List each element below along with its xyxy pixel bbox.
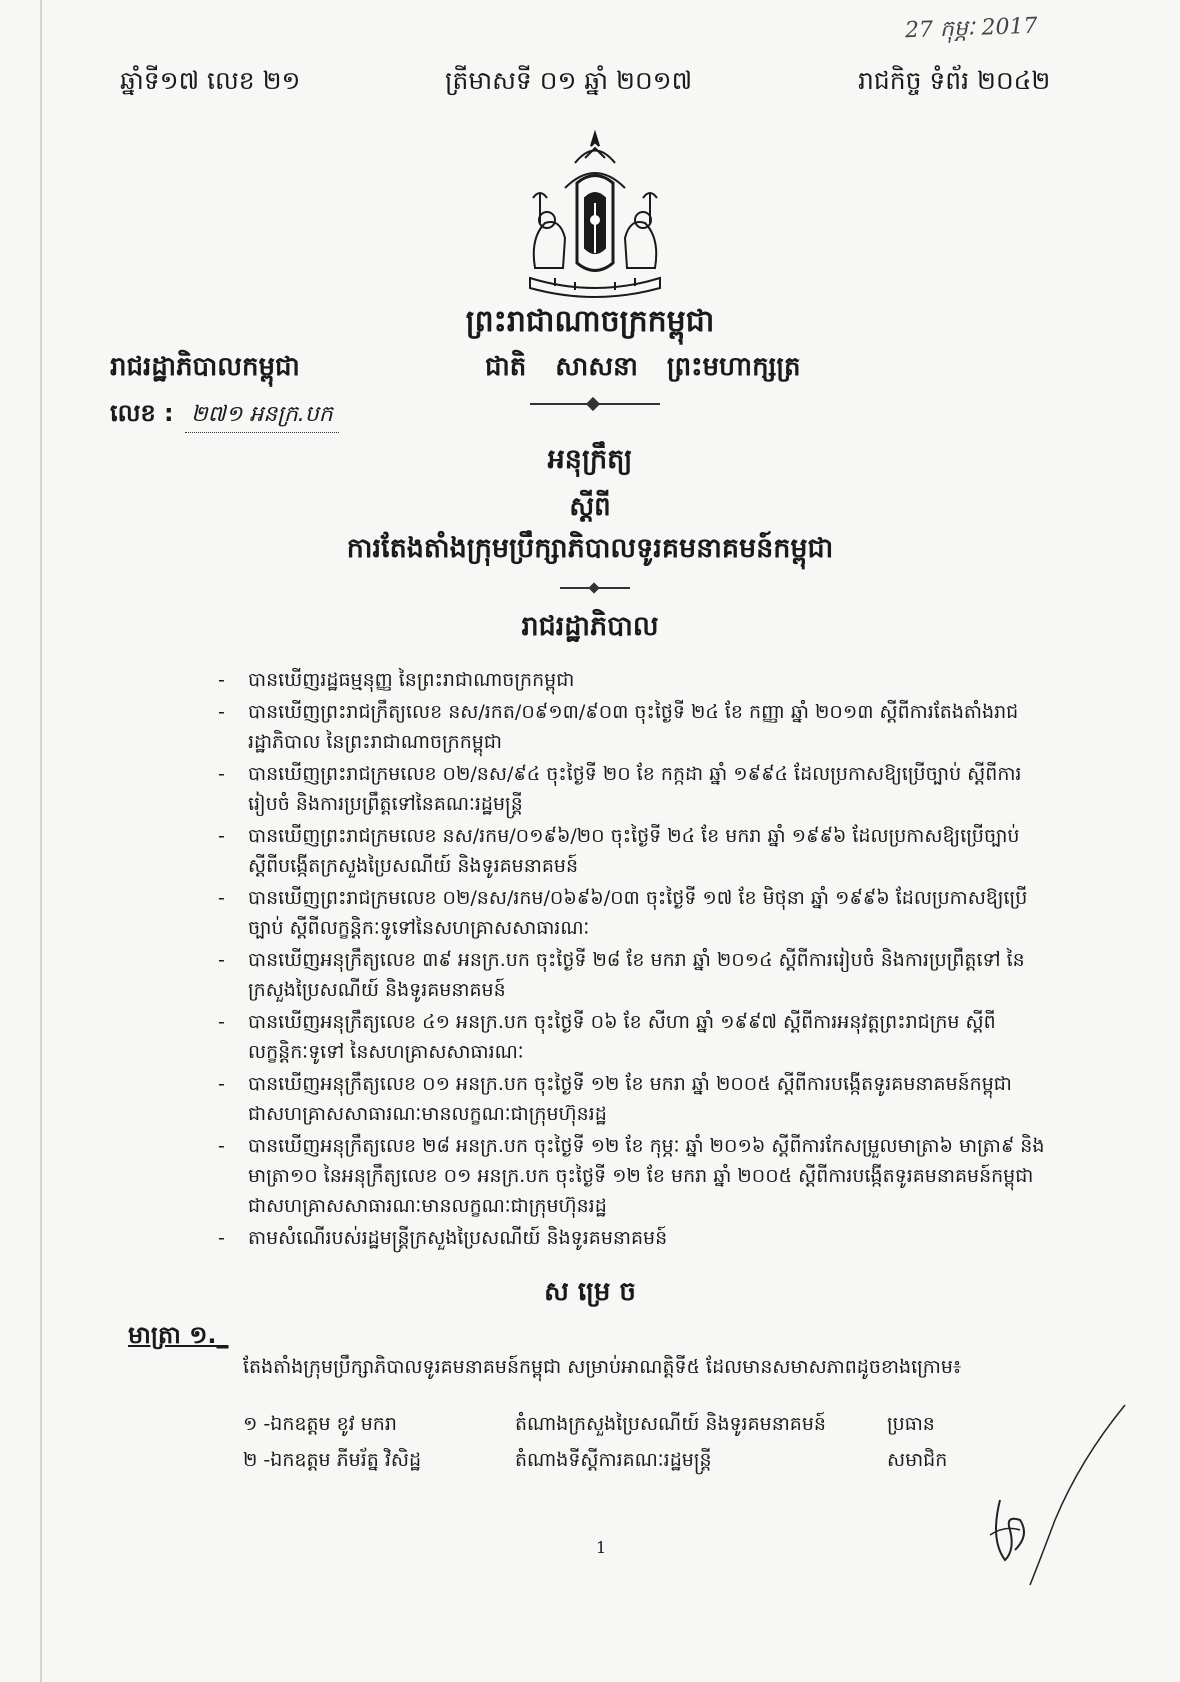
issuing-authority: រាជរដ្ឋាភិបាល <box>521 611 659 642</box>
member-role: សមាជិក <box>887 1449 948 1471</box>
article-text: តែងតាំងក្រុមប្រឹក្សាភិបាលទូរគមនាគមន៍កម្ពុជា សម្រាប់អាណត្តិទី៥ ដែលមានសមាសភាពដូចខាងក្រោម៖ <box>243 1356 962 1378</box>
list-item: - បានឃើញអនុក្រឹត្យលេខ ៣៩ អនក្រ.បក ចុះថ្ងៃទី ២៨ ខែ មករា ឆ្នាំ ២០១៤ ស្តីពីការរៀបចំ និងការប្រព្រឹត្តទៅ នៃក្រសួងប្រៃសណីយ៍ និងទូរគមនាគមន៍ <box>218 945 1048 1005</box>
list-item: - បានឃើញព្រះរាជក្រឹត្យលេខ នស/រកត/០៩១៣/៩០៣ ចុះថ្ងៃទី ២៤ ខែ កញ្ញា ឆ្នាំ ២០១៣ ស្តីពីការតែងតាំងរាជរដ្ឋាភិបាល នៃព្រះរាជាណាចក្រកម្ពុជា <box>218 697 1048 757</box>
list-item: - បានឃើញព្រះរាជក្រមលេខ ០២/នស/រកម/០៦៩៦/០៣ ចុះថ្ងៃទី ១៧ ខែ មិថុនា ឆ្នាំ ១៩៩៦ ដែលប្រកាសឱ្យប្រើច្បាប់ ស្តីពីលក្ខន្តិកៈទូទៅនៃសហគ្រាសសាធារណៈ <box>218 883 1048 943</box>
gazette-quarter: ត្រីមាសទី ០១ ឆ្នាំ ២០១៧ <box>445 66 693 95</box>
member-name: ២ -ឯកឧត្តម ភីមរ័ត្ន វិសិដ្ឋ <box>243 1449 422 1471</box>
list-item: - បានឃើញអនុក្រឹត្យលេខ ២៨ អនក្រ.បក ចុះថ្ងៃទី ១២ ខែ កុម្ភៈ ឆ្នាំ ២០១៦ ស្តីពីការកែសម្រួលមាត្រា៦ មាត្រា៩ និងមាត្រា១០ នៃអនុក្រឹត្យលេខ ០១ អនក្រ.បក ចុះថ្ងៃទី ១២ ខែ មករា ឆ្នាំ ២០០៥ ស្តីពីការបង្កើតទូរគមនាគមន៍កម្ពុជាជាសហគ្រាសសាធារណៈមានលក្ខណៈជាក្រុមហ៊ុនរដ្ឋ <box>218 1131 1048 1221</box>
decree-number-label: លេខ : <box>110 399 174 427</box>
royal-emblem-icon <box>515 128 675 303</box>
ornamental-divider <box>530 403 660 405</box>
member-name: ១ -ឯកឧត្តម ខូវ មករា <box>243 1413 397 1435</box>
document-subject: ការតែងតាំងក្រុមប្រឹក្សាភិបាលទូរគមនាគមន៍កម្ពុជា <box>346 533 834 564</box>
article-title: មាត្រា ១._ <box>128 1321 229 1349</box>
list-item: - តាមសំណើរបស់រដ្ឋមន្ត្រីក្រសួងប្រៃសណីយ៍ និងទូរគមនាគមន៍ <box>218 1223 1048 1253</box>
list-item: - បានឃើញព្រះរាជក្រមលេខ ០២/នស/៩៤ ចុះថ្ងៃទី ២០ ខែ កក្កដា ឆ្នាំ ១៩៩៤ ដែលប្រកាសឱ្យប្រើច្បាប់ ស្តីពីការរៀបចំ និងការប្រព្រឹត្តទៅនៃគណៈរដ្ឋមន្ត្រី <box>218 759 1048 819</box>
legal-basis-list <box>218 665 1048 1255</box>
decree-number-value: ២៧១ អនក្រ.បក <box>185 400 339 433</box>
page-number: 1 <box>596 1538 607 1557</box>
decision-heading: ស ម្រេ ច <box>544 1277 636 1307</box>
gazette-page: រាជកិច្ច ទំព័រ ២០៤២ <box>858 66 1051 95</box>
national-motto: ជាតិ សាសនា ព្រះមហាក្សត្រ <box>485 352 801 382</box>
list-item: - បានឃើញអនុក្រឹត្យលេខ ០១ អនក្រ.បក ចុះថ្ងៃទី ១២ ខែ មករា ឆ្នាំ ២០០៥ ស្តីពីការបង្កើតទូរគមនាគមន៍កម្ពុជាជាសហគ្រាសសាធារណៈមានលក្ខណៈជាក្រុមហ៊ុនរដ្ឋ <box>218 1069 1048 1129</box>
list-item: - បានឃើញអនុក្រឹត្យលេខ ៤១ អនក្រ.បក ចុះថ្ងៃទី ០៦ ខែ សីហា ឆ្នាំ ១៩៩៧ ស្តីពីការអនុវត្តព្រះរាជក្រម ស្តីពីលក្ខន្តិកៈទូទៅ នៃសហគ្រាសសាធារណៈ <box>218 1007 1048 1067</box>
ornamental-divider-small <box>560 587 630 589</box>
government-name: រាជរដ្ឋាភិបាលកម្ពុជា <box>110 352 300 382</box>
list-item: - បានឃើញរដ្ឋធម្មនុញ្ញ នៃព្រះរាជាណាចក្រកម្ពុជា <box>218 665 1048 695</box>
handwritten-date: 27 កុម្ភៈ 2017 <box>904 13 1038 44</box>
signature-mark <box>960 1400 1130 1600</box>
member-representing: តំណាងក្រសួងប្រៃសណីយ៍ និងទូរគមនាគមន៍ <box>515 1413 826 1435</box>
member-representing: តំណាងទីស្តីការគណៈរដ្ឋមន្ត្រី <box>515 1449 712 1471</box>
kingdom-title: ព្រះរាជាណាចក្រកម្ពុជា <box>465 304 715 339</box>
document-on-label: ស្តីពី <box>569 492 611 522</box>
list-item: - បានឃើញព្រះរាជក្រមលេខ នស/រកម/០១៩៦/២០ ចុះថ្ងៃទី ២៤ ខែ មករា ឆ្នាំ ១៩៩៦ ដែលប្រកាសឱ្យប្រើច្បាប់ ស្តីពីបង្កើតក្រសួងប្រៃសណីយ៍ និងទូរគមនាគមន៍ <box>218 821 1048 881</box>
gazette-year-number: ឆ្នាំទី១៧ លេខ ២១ <box>120 66 301 95</box>
member-role: ប្រធាន <box>887 1413 935 1435</box>
document-type-title: អនុក្រឹត្យ <box>547 444 633 475</box>
scan-edge <box>40 0 42 1682</box>
